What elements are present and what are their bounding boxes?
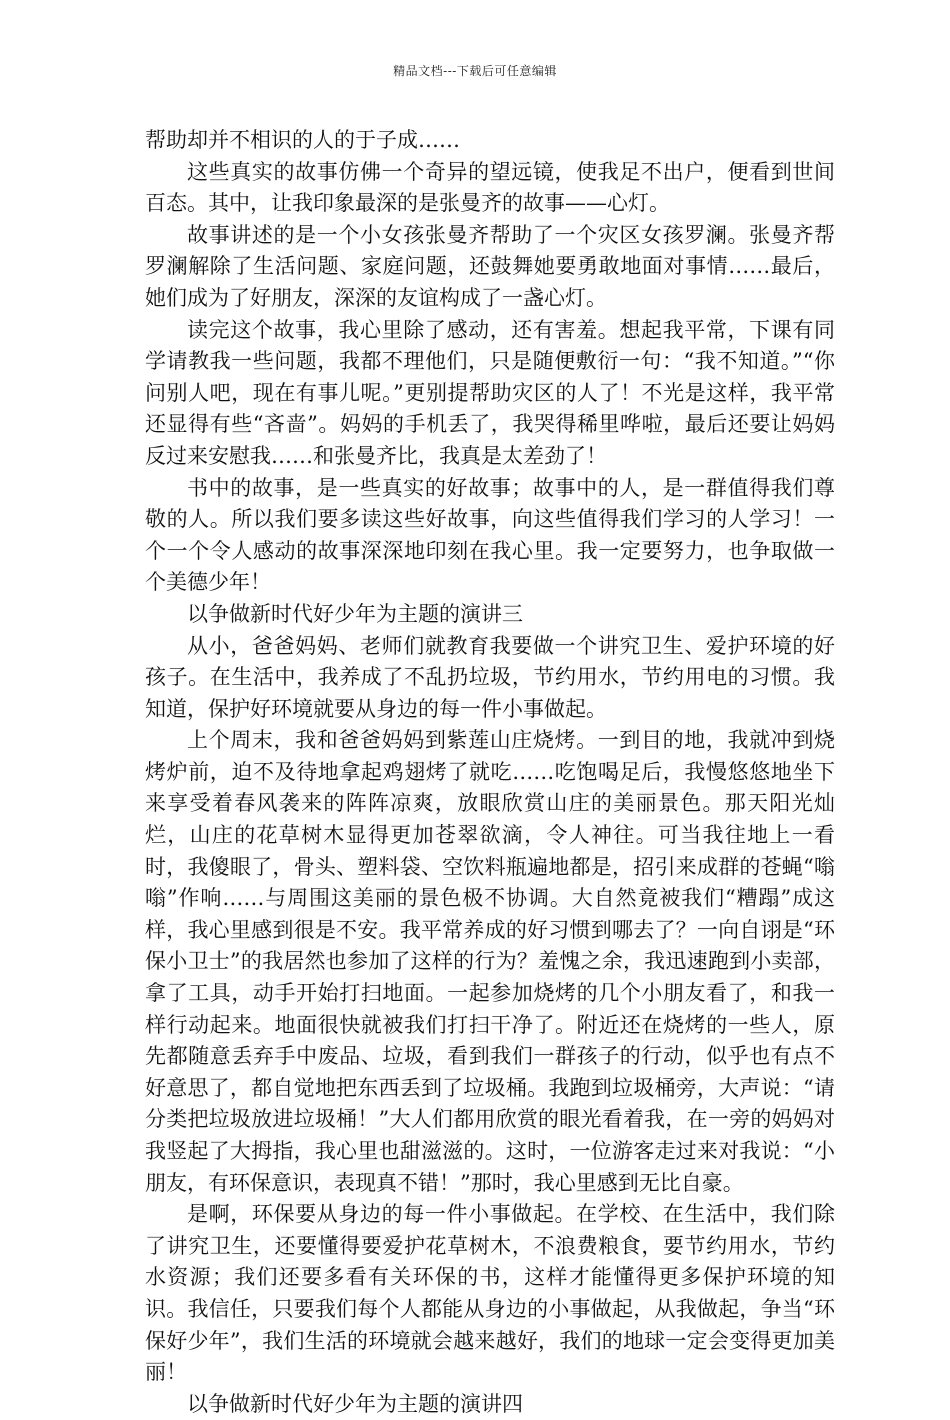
section-heading: 以争做新时代好少年为主题的演讲三 bbox=[187, 601, 523, 626]
paragraph: 从小，爸爸妈妈、老师们就教育我要做一个讲究卫生、爱护环境的好孩子。在生活中，我养成了不乱扔垃圾，节约用水，节约用电的习惯。我知道，保护好环境就要从身边的每一件小事做起。 bbox=[145, 633, 835, 721]
paragraph: 故事讲述的是一个小女孩张曼齐帮助了一个灾区女孩罗澜。张曼齐帮罗澜解除了生活问题、家庭问题，还鼓舞她要勇敢地面对事情……最后，她们成为了好朋友，深深的友谊构成了一盏心灯。 bbox=[145, 222, 835, 310]
paragraph: 是啊，环保要从身边的每一件小事做起。在学校、在生活中，我们除了讲究卫生，还要懂得要爱护花草树木，不浪费粮食，要节约用水，节约水资源；我们还要多看有关环保的书，这样才能懂得更多保护环境的知识。我信任，只要我们每个人都能从身边的小事做起，从我做起，争当“环保好少年”，我们生活的环境就会越来越好，我们的地球一定会变得更加美丽！ bbox=[145, 1202, 835, 1385]
paragraph-continuation: 帮助却并不相识的人的于子成…… bbox=[145, 128, 460, 152]
section-heading: 以争做新时代好少年为主题的演讲四 bbox=[187, 1391, 523, 1416]
paragraph: 读完这个故事，我心里除了感动，还有害羞。想起我平常，下课有同学请教我一些问题，我都不理他们，只是随便敷衍一句：“我不知道。”“你问别人吧，现在有事儿呢。”更别提帮助灾区的人了！不光是这样，我平常还显得有些“吝啬”。妈妈的手机丢了，我哭得稀里哗啦，最后还要让妈妈反过来安慰我……和张曼齐比，我真是太差劲了！ bbox=[145, 317, 835, 468]
page-header: 精品文档---下载后可任意编辑 bbox=[393, 64, 557, 78]
paragraph: 书中的故事，是一些真实的好故事；故事中的人，是一群值得我们尊敬的人。所以我们要多读这些好故事，向这些值得我们学习的人学习！一个一个令人感动的故事深深地印刻在我心里。我一定要努力，也争取做一个美德少年！ bbox=[145, 475, 835, 595]
document-body bbox=[145, 125, 835, 1420]
paragraph: 这些真实的故事仿佛一个奇异的望远镜，使我足不出户，便看到世间百态。其中，让我印象最深的是张曼齐的故事——心灯。 bbox=[145, 159, 835, 216]
paragraph: 上个周末，我和爸爸妈妈到紫莲山庄烧烤。一到目的地，我就冲到烧烤炉前，迫不及待地拿起鸡翅烤了就吃……吃饱喝足后，我慢悠悠地坐下来享受着春风袭来的阵阵凉爽，放眼欣赏山庄的美丽景色。那天阳光灿烂，山庄的花草树木显得更加苍翠欲滴，令人神往。可当我往地上一看时，我傻眼了，骨头、塑料袋、空饮料瓶遍地都是，招引来成群的苍蝇“嗡嗡”作响……与周围这美丽的景色极不协调。大自然竟被我们“糟蹋”成这样，我心里感到很是不安。我平常养成的好习惯到哪去了？一向自诩是“环保小卫士”的我居然也参加了这样的行为？羞愧之余，我迅速跑到小卖部，拿了工具，动手开始打扫地面。一起参加烧烤的几个小朋友看了，和我一样行动起来。地面很快就被我们打扫干净了。附近还在烧烤的一些人，原先都随意丢弃手中废品、垃圾，看到我们一群孩子的行动，似乎也有点不好意思了，都自觉地把东西丢到了垃圾桶。我跑到垃圾桶旁，大声说：“请分类把垃圾放进垃圾桶！”大人们都用欣赏的眼光看着我，在一旁的妈妈对我竖起了大拇指，我心里也甜滋滋的。这时，一位游客走过来对我说：“小朋友，有环保意识，表现真不错！”那时，我心里感到无比自豪。 bbox=[145, 728, 835, 1195]
